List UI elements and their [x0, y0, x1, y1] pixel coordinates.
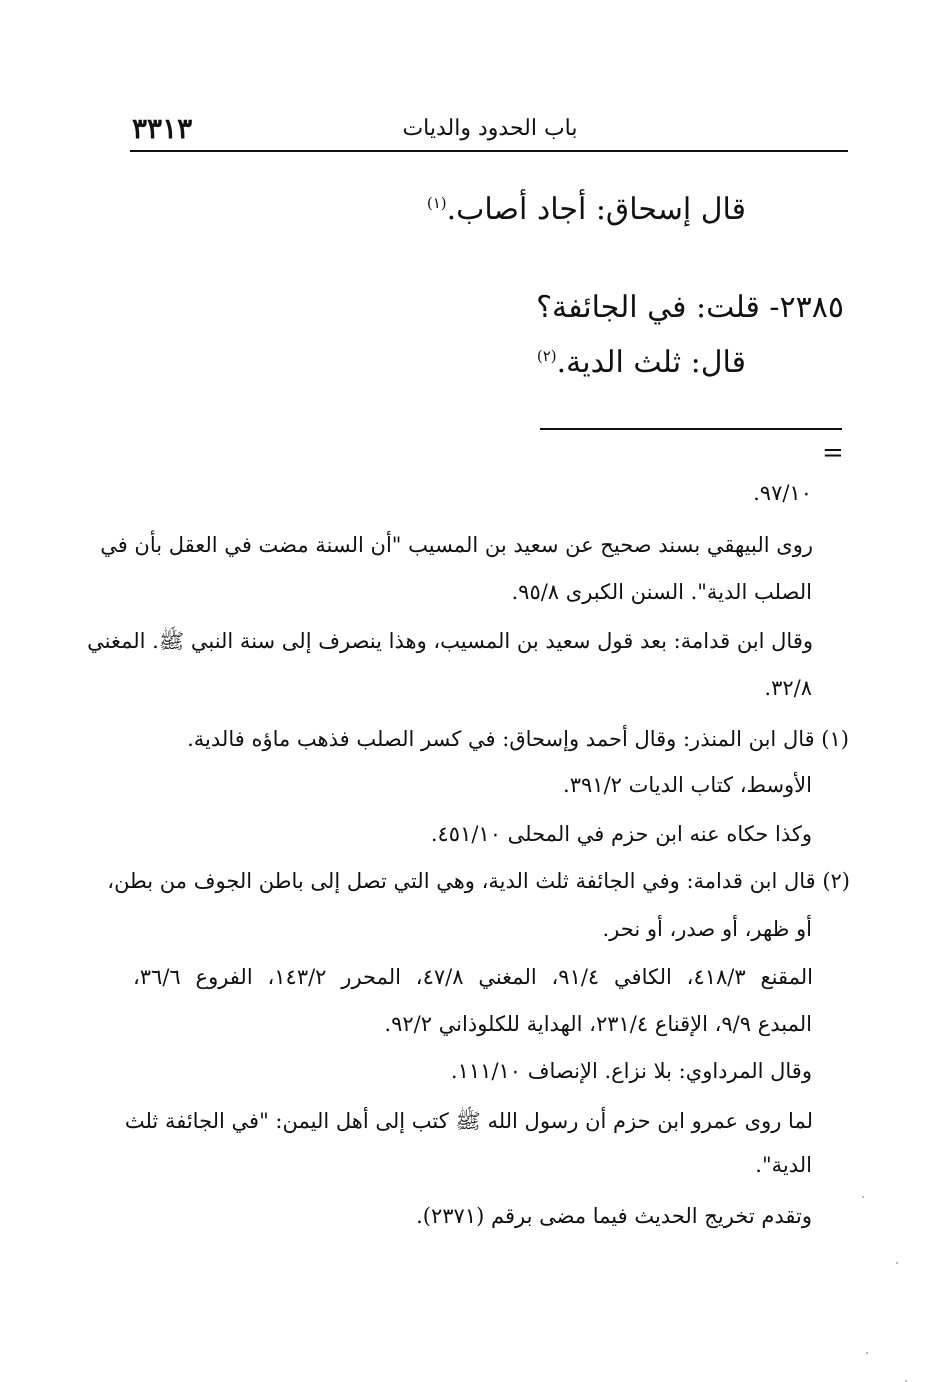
question-2385: ٢٣٨٥- قلت: في الجائفة؟ — [536, 290, 844, 325]
footnote-carry-line-3b: .٣٢/٨ — [764, 676, 812, 700]
scan-speck — [862, 1196, 864, 1198]
continuation-mark: = — [822, 438, 844, 468]
footnote-1-line-a: (١) قال ابن المنذر: وقال أحمد وإسحاق: في كسر الصلب فذهب ماؤه فالدية. — [187, 727, 849, 751]
footnote-carry-line-3a: وقال ابن قدامة: بعد قول سعيد بن المسيب، وهذا ينصرف إلى سنة النبي ﷺ. المغني — [87, 629, 813, 653]
footnote-ref-2: (٢) — [536, 347, 557, 365]
main-line-ishaq — [427, 192, 746, 227]
scan-speck — [896, 1262, 898, 1264]
footnote-2-line-f: لما روى عمرو ابن حزم أن رسول الله ﷺ كتب إلى أهل اليمن: "في الجائفة ثلث — [124, 1109, 813, 1133]
footnote-2-line-c: المقنع ٤١٨/٣، الكافي ٩١/٤، المغني ٤٧/٨، المحرر ١٤٣/٢، الفروع ٣٦/٦، — [133, 965, 813, 989]
main-line-text: قال إسحاق: أجاد أصاب. — [446, 192, 746, 227]
footnote-carry-line-1: .٩٧/١٠ — [753, 481, 812, 505]
footnote-2-line-e: وقال المرداوي: بلا نزاع. الإنصاف ١١١/١٠. — [450, 1059, 812, 1083]
chapter-title: باب الحدود والديات — [402, 116, 578, 141]
footnote-carry-line-2b: الصلب الدية". السنن الكبرى ٩٥/٨. — [511, 580, 812, 604]
footnote-2-line-b: أو ظهر، أو صدر، أو نحر. — [602, 917, 812, 941]
scan-speck — [866, 1352, 868, 1354]
footnote-2-line-a: (٢) قال ابن قدامة: وفي الجائفة ثلث الدية، وهي التي تصل إلى باطن الجوف من بطن، — [107, 869, 850, 893]
footnote-carry-line-2a: روى البيهقي بسند صحيح عن سعيد بن المسيب "أن السنة مضت في العقل بأن في — [100, 533, 813, 557]
footnote-1-line-c: وكذا حكاه عنه ابن حزم في المحلى ٤٥١/١٠. — [430, 822, 812, 846]
answer-text: قال: ثلث الدية. — [556, 345, 746, 380]
footnote-separator — [540, 428, 842, 430]
answer-line — [537, 345, 746, 380]
footnote-2-line-h: وتقدم تخريج الحديث فيما مضى برقم (٢٣٧١). — [416, 1204, 812, 1228]
footnote-2-line-d: المبدع ٩/٩، الإقناع ٢٣١/٤، الهداية للكلوذاني ٩٢/٢. — [384, 1012, 812, 1036]
footnote-2-line-g: الدية". — [755, 1153, 812, 1177]
footnote-1-line-b: الأوسط، كتاب الديات ٣٩١/٢. — [563, 773, 812, 797]
footnote-ref-1: (١) — [426, 194, 447, 212]
header-rule — [130, 150, 848, 152]
page-number: ٣٣١٣ — [132, 112, 193, 145]
